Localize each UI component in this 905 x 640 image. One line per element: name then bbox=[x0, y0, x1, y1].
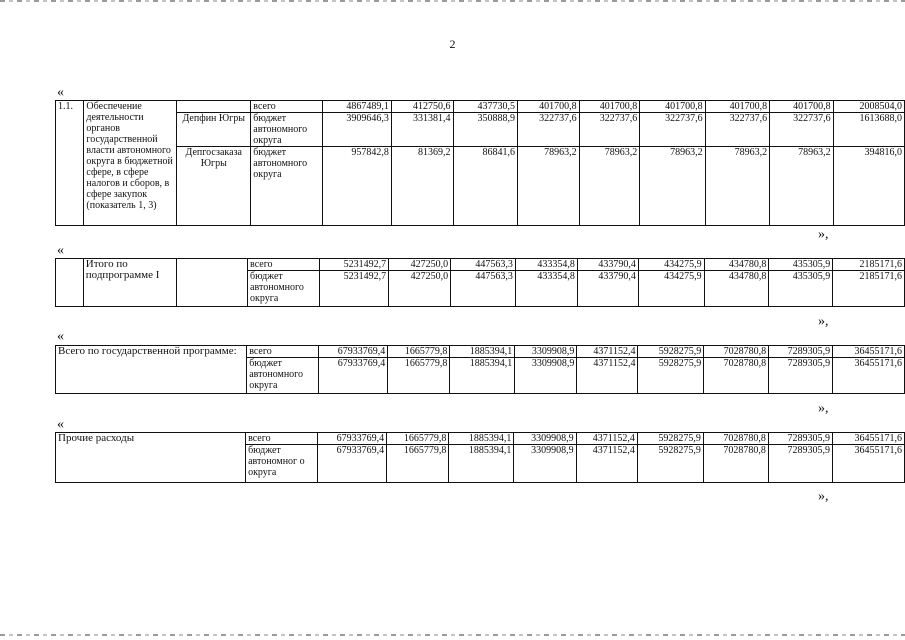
value-cell: 401700,8 bbox=[770, 101, 834, 113]
table-row bbox=[56, 433, 905, 445]
open-quote: « bbox=[57, 417, 64, 432]
value-cell: 5928275,9 bbox=[638, 358, 704, 394]
value-cell: 322737,6 bbox=[705, 113, 769, 147]
value-cell: 1665779,8 bbox=[387, 433, 449, 445]
close-quote: », bbox=[818, 489, 829, 504]
value-cell: 331381,4 bbox=[391, 113, 453, 147]
empty-cell bbox=[176, 259, 247, 307]
value-cell: 7028780,8 bbox=[704, 358, 769, 394]
funding-source: всего bbox=[248, 259, 320, 271]
value-cell: 3309908,9 bbox=[514, 445, 576, 483]
funding-source: всего bbox=[247, 346, 319, 358]
close-quote: », bbox=[818, 227, 829, 242]
table-row bbox=[56, 346, 905, 358]
value-cell: 427250,0 bbox=[389, 259, 451, 271]
value-cell: 2008504,0 bbox=[833, 101, 904, 113]
value-cell: 1665779,8 bbox=[387, 445, 449, 483]
value-cell: 434780,8 bbox=[704, 271, 769, 307]
value-cell: 7028780,8 bbox=[703, 433, 768, 445]
value-cell: 78963,2 bbox=[579, 147, 640, 226]
table-row bbox=[56, 147, 905, 226]
row-number: 1.1. bbox=[56, 101, 84, 226]
section-1-table bbox=[55, 100, 905, 226]
value-cell: 433354,8 bbox=[515, 271, 577, 307]
value-cell: 7028780,8 bbox=[703, 445, 768, 483]
subprogram-total-label: Итого по подпрограмме I bbox=[83, 259, 176, 307]
value-cell: 5928275,9 bbox=[637, 445, 703, 483]
table-row bbox=[56, 113, 905, 147]
close-quote: », bbox=[818, 401, 829, 416]
value-cell: 4371152,4 bbox=[576, 445, 637, 483]
value-cell: 322737,6 bbox=[640, 113, 705, 147]
program-total-label: Всего по государственной программе: bbox=[56, 346, 247, 394]
scan-edge-top bbox=[0, 0, 905, 2]
value-cell: 1885394,1 bbox=[450, 346, 515, 358]
value-cell: 3309908,9 bbox=[515, 358, 577, 394]
activity-name: Обеспечение деятельности органов государственной власти автономного округа в бюджетной сфере, в сфере налогов и сборов, в сфере закупок (показатель 1, 3) bbox=[84, 101, 177, 226]
value-cell: 4371152,4 bbox=[577, 358, 638, 394]
value-cell: 78963,2 bbox=[517, 147, 579, 226]
section-2-table bbox=[55, 258, 905, 307]
value-cell: 350888,9 bbox=[453, 113, 517, 147]
value-cell: 7289305,9 bbox=[768, 433, 832, 445]
value-cell: 401700,8 bbox=[705, 101, 769, 113]
value-cell: 401700,8 bbox=[640, 101, 705, 113]
value-cell: 447563,3 bbox=[451, 259, 516, 271]
value-cell: 433354,8 bbox=[515, 259, 577, 271]
value-cell: 401700,8 bbox=[579, 101, 640, 113]
value-cell: 1885394,1 bbox=[450, 358, 515, 394]
funding-source: бюджет автономного округа bbox=[247, 358, 319, 394]
open-quote: « bbox=[57, 329, 64, 344]
value-cell: 5231492,7 bbox=[320, 259, 389, 271]
executor: Депгосзаказа Югры bbox=[177, 147, 251, 226]
value-cell: 67933769,4 bbox=[319, 346, 388, 358]
value-cell: 67933769,4 bbox=[318, 445, 387, 483]
value-cell: 434275,9 bbox=[638, 259, 704, 271]
value-cell: 7028780,8 bbox=[704, 346, 769, 358]
funding-source: бюджет автономного округа bbox=[251, 113, 323, 147]
value-cell: 67933769,4 bbox=[319, 358, 388, 394]
value-cell: 394816,0 bbox=[833, 147, 904, 226]
close-quote: », bbox=[818, 314, 829, 329]
value-cell: 4371152,4 bbox=[576, 433, 637, 445]
value-cell: 7289305,9 bbox=[769, 358, 833, 394]
open-quote: « bbox=[57, 243, 64, 258]
value-cell: 434275,9 bbox=[638, 271, 704, 307]
value-cell: 3909646,3 bbox=[323, 113, 392, 147]
value-cell: 3309908,9 bbox=[515, 346, 577, 358]
value-cell: 3309908,9 bbox=[514, 433, 576, 445]
value-cell: 4867489,1 bbox=[323, 101, 392, 113]
open-quote: « bbox=[57, 85, 64, 100]
value-cell: 1885394,1 bbox=[449, 433, 514, 445]
value-cell: 36455171,6 bbox=[833, 346, 905, 358]
value-cell: 5928275,9 bbox=[638, 346, 704, 358]
value-cell: 322737,6 bbox=[770, 113, 834, 147]
value-cell: 957842,8 bbox=[323, 147, 392, 226]
value-cell: 434780,8 bbox=[704, 259, 769, 271]
value-cell: 36455171,6 bbox=[833, 358, 905, 394]
value-cell: 322737,6 bbox=[579, 113, 640, 147]
value-cell: 1665779,8 bbox=[388, 358, 450, 394]
value-cell: 427250,0 bbox=[389, 271, 451, 307]
value-cell: 433790,4 bbox=[577, 271, 638, 307]
other-expenses-label: Прочие расходы bbox=[56, 433, 246, 483]
value-cell: 78963,2 bbox=[770, 147, 834, 226]
value-cell: 401700,8 bbox=[517, 101, 579, 113]
value-cell: 5928275,9 bbox=[637, 433, 703, 445]
value-cell: 78963,2 bbox=[705, 147, 769, 226]
funding-source: всего bbox=[246, 433, 318, 445]
funding-source: бюджет автономного округа bbox=[248, 271, 320, 307]
executor: Депфин Югры bbox=[177, 113, 251, 147]
value-cell: 36455171,6 bbox=[832, 445, 904, 483]
value-cell: 433790,4 bbox=[577, 259, 638, 271]
value-cell: 437730,5 bbox=[453, 101, 517, 113]
value-cell: 7289305,9 bbox=[768, 445, 832, 483]
value-cell: 435305,9 bbox=[769, 271, 833, 307]
funding-source: бюджет автономного округа bbox=[251, 147, 323, 226]
value-cell: 1613688,0 bbox=[833, 113, 904, 147]
value-cell: 5231492,7 bbox=[320, 271, 389, 307]
page-number: 2 bbox=[449, 37, 456, 51]
value-cell: 2185171,6 bbox=[833, 271, 905, 307]
table-row bbox=[56, 101, 905, 113]
value-cell: 435305,9 bbox=[769, 259, 833, 271]
value-cell: 86841,6 bbox=[453, 147, 517, 226]
value-cell: 2185171,6 bbox=[833, 259, 905, 271]
value-cell: 78963,2 bbox=[640, 147, 705, 226]
section-4-table bbox=[55, 432, 905, 483]
value-cell: 81369,2 bbox=[391, 147, 453, 226]
empty-cell bbox=[56, 259, 84, 307]
value-cell: 4371152,4 bbox=[577, 346, 638, 358]
funding-source: всего bbox=[251, 101, 323, 113]
value-cell: 7289305,9 bbox=[769, 346, 833, 358]
value-cell: 412750,6 bbox=[391, 101, 453, 113]
executor bbox=[177, 101, 251, 113]
funding-source: бюджет автономног о округа bbox=[246, 445, 318, 483]
section-3-table bbox=[55, 345, 905, 394]
value-cell: 67933769,4 bbox=[318, 433, 387, 445]
value-cell: 36455171,6 bbox=[832, 433, 904, 445]
value-cell: 447563,3 bbox=[451, 271, 516, 307]
value-cell: 322737,6 bbox=[517, 113, 579, 147]
scan-edge-bottom bbox=[0, 634, 905, 636]
value-cell: 1665779,8 bbox=[388, 346, 450, 358]
value-cell: 1885394,1 bbox=[449, 445, 514, 483]
table-row bbox=[56, 259, 905, 271]
